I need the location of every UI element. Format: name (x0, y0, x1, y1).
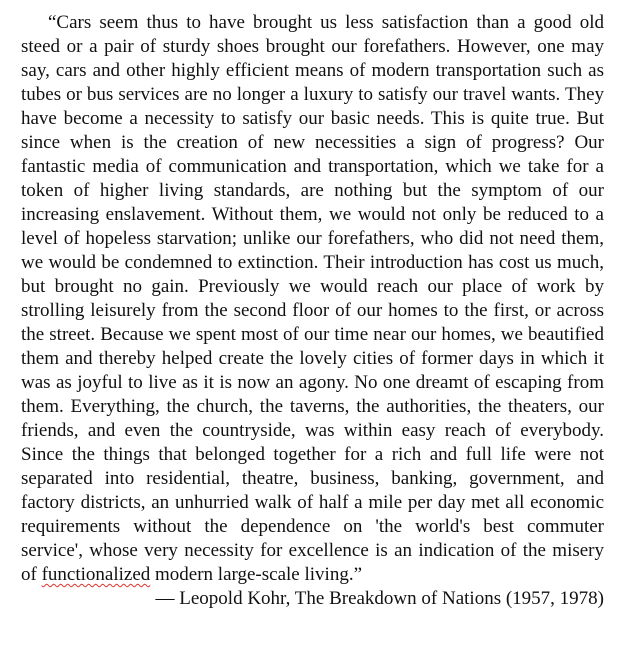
quote-attribution: — Leopold Kohr, The Breakdown of Nations (1957, 1978) (155, 588, 604, 609)
quote-text-part-2: modern large-scale living.” (150, 564, 363, 585)
quote-text (21, 11, 604, 587)
spellcheck-flagged-word[interactable]: functionalized (41, 564, 151, 585)
quote-block (21, 11, 604, 611)
quote-text-part-1: “Cars seem thus to have brought us less satisfaction than a good old steed or a pair of sturdy shoes brought our forefathers. However, one may say, cars and other highly efficient means of modern transportation such as tubes or bus services are no longer a luxury to satisfy our travel wants. They have become a necessity to satisfy our basic needs. This is quite true. But since when is the creation of new necessities a sign of progress? Our fantastic media of communication and transportation, which we take for a token of higher living standards, are nothing but the symptom of our increasing enslavement. Without them, we would not only be reduced to a level of hopeless starvation; unlike our forefathers, who did not need them, we would be condemned to extinction. Their introduction has cost us much, but brought no gain. Previously we would reach our place of work by strolling leisurely from the second floor of our homes to the first, or across the street. Because we spent most of our time near our homes, we beautified them and thereby helped create the lovely cities of former days in which it was as joyful to live as it is now an agony. No one dreamt of escaping from them. Everything, the church, the taverns, the authorities, the theaters, our friends, and even the countryside, was within easy reach of everybody. Since the things that belonged together for a rich and full life were not separated into residential, theatre, business, banking, government, and factory districts, an unhurried walk of half a mile per day met all economic requirements without the dependence on 'the world's best commuter service', whose very necessity for excellence is an indication of the misery of (21, 12, 604, 585)
